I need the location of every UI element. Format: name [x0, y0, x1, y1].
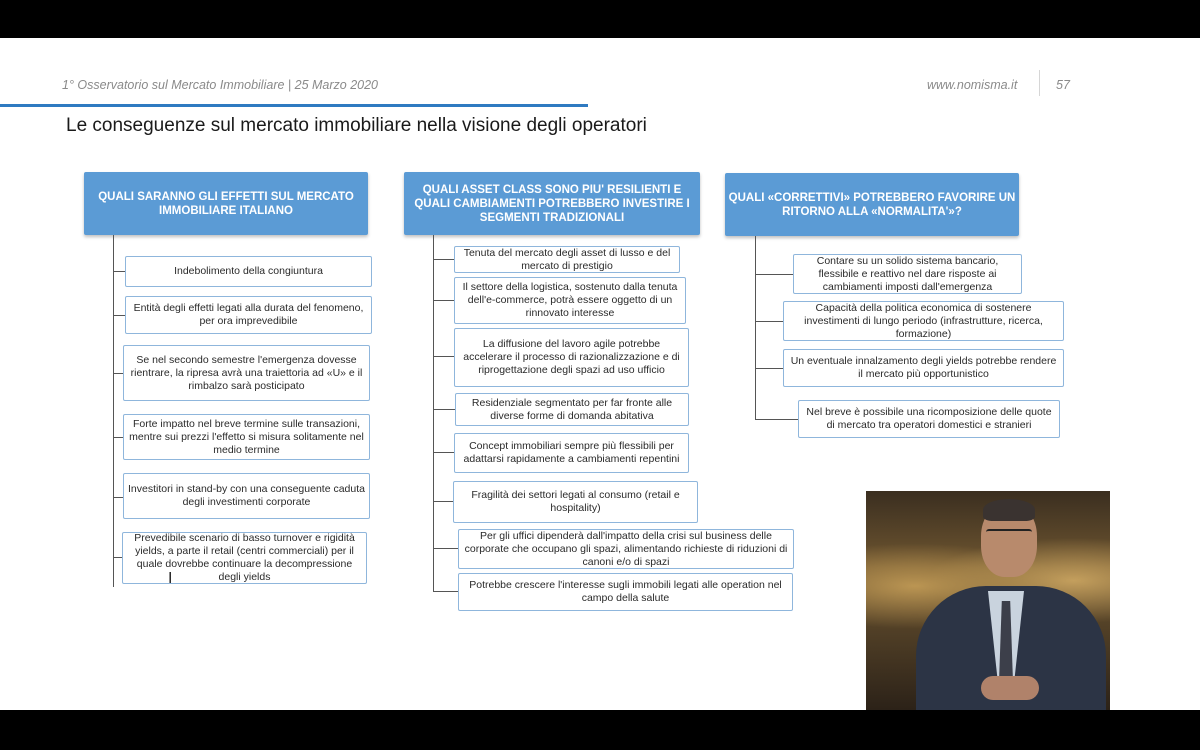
speaker-hands	[981, 676, 1039, 700]
connector-line	[755, 274, 793, 275]
speaker-hair	[983, 499, 1035, 521]
text-cursor-icon: I	[168, 569, 173, 587]
connector-line	[113, 373, 123, 374]
connector-line	[433, 259, 454, 260]
list-item: Indebolimento della congiuntura	[125, 256, 372, 287]
list-item: Il settore della logistica, sostenuto dalla tenuta dell'e-commerce, potrà essere oggetto di un rinnovato interesse	[454, 277, 686, 324]
connector-line	[433, 356, 454, 357]
connector-line	[433, 452, 454, 453]
list-item: La diffusione del lavoro agile potrebbe accelerare il processo di razionalizzazione e di riprogettazione degli spazi ad uso ufficio	[454, 328, 689, 387]
list-item: Concept immobiliari sempre più flessibili per adattarsi rapidamente a cambiamenti repentini	[454, 433, 689, 473]
slide-title: Le conseguenze sul mercato immobiliare nella visione degli operatori	[66, 115, 647, 136]
list-item: Un eventuale innalzamento degli yields potrebbe rendere il mercato più opportunistico	[783, 349, 1064, 387]
list-item: Capacità della politica economica di sostenere investimenti di lungo periodo (infrastrutture, ricerca, formazione)	[783, 301, 1064, 341]
connector-line	[755, 368, 783, 369]
connector-line	[755, 236, 756, 419]
list-item: Nel breve è possibile una ricomposizione delle quote di mercato tra operatori domestici e stranieri	[798, 400, 1060, 438]
column-header-corrective-measures: QUALI «CORRETTIVI» POTREBBERO FAVORIRE UN RITORNO ALLA «NORMALITA'»?	[725, 173, 1019, 236]
speaker-glasses	[986, 529, 1032, 540]
connector-line	[433, 235, 434, 591]
website-link[interactable]: www.nomisma.it	[927, 78, 1018, 92]
list-item: Fragilità dei settori legati al consumo (retail e hospitality)	[453, 481, 698, 523]
list-item: Tenuta del mercato degli asset di lusso e del mercato di prestigio	[454, 246, 680, 273]
connector-line	[433, 300, 454, 301]
connector-line	[113, 437, 123, 438]
slide-header-text: 1° Osservatorio sul Mercato Immobiliare | 25 Marzo 2020	[62, 78, 379, 92]
list-item: Contare su un solido sistema bancario, flessibile e reattivo nel dare risposte ai cambiamenti imposti dall'emergenza	[793, 254, 1022, 294]
connector-line	[755, 419, 798, 420]
list-item: Entità degli effetti legati alla durata del fenomeno, per ora imprevedibile	[125, 296, 372, 334]
list-item: Prevedibile scenario di basso turnover e rigidità yields, a parte il retail (centri commerciali) per il quale dovrebbe continuare la decompressione degli yields	[122, 532, 367, 584]
connector-line	[433, 548, 458, 549]
webcam-video-overlay[interactable]	[866, 491, 1110, 710]
column-header-effects: QUALI SARANNO GLI EFFETTI SUL MERCATO IMMOBILIARE ITALIANO	[84, 172, 368, 235]
connector-line	[113, 557, 122, 558]
page-number: 57	[1056, 78, 1070, 92]
connector-line	[113, 235, 114, 587]
header-divider	[1039, 70, 1040, 96]
connector-line	[113, 315, 125, 316]
connector-line	[113, 271, 125, 272]
column-header-resilient-assets: QUALI ASSET CLASS SONO PIU' RESILIENTI E QUALI CAMBIAMENTI POTREBBERO INVESTIRE I SEGMENTI TRADIZIONALI	[404, 172, 700, 235]
list-item: Per gli uffici dipenderà dall'impatto della crisi sul business delle corporate che occupano gli spazi, alimentando richieste di riduzioni di canoni e/o di spazi	[458, 529, 794, 569]
list-item: Se nel secondo semestre l'emergenza dovesse rientrare, la ripresa avrà una traiettoria ad «U» e il rimbalzo sarà posticipato	[123, 345, 370, 401]
list-item: Residenziale segmentato per far fronte alle diverse forme di domanda abitativa	[455, 393, 689, 426]
connector-line	[433, 501, 453, 502]
connector-line	[113, 497, 123, 498]
connector-line	[433, 591, 458, 592]
list-item: Forte impatto nel breve termine sulle transazioni, mentre sui prezzi l'effetto si misura solitamente nel medio termine	[123, 414, 370, 460]
connector-line	[433, 409, 455, 410]
list-item: Investitori in stand-by con una conseguente caduta degli investimenti corporate	[123, 473, 370, 519]
connector-line	[755, 321, 783, 322]
list-item: Potrebbe crescere l'interesse sugli immobili legati alle operation nel campo della salute	[458, 573, 793, 611]
header-accent-line	[0, 104, 588, 107]
